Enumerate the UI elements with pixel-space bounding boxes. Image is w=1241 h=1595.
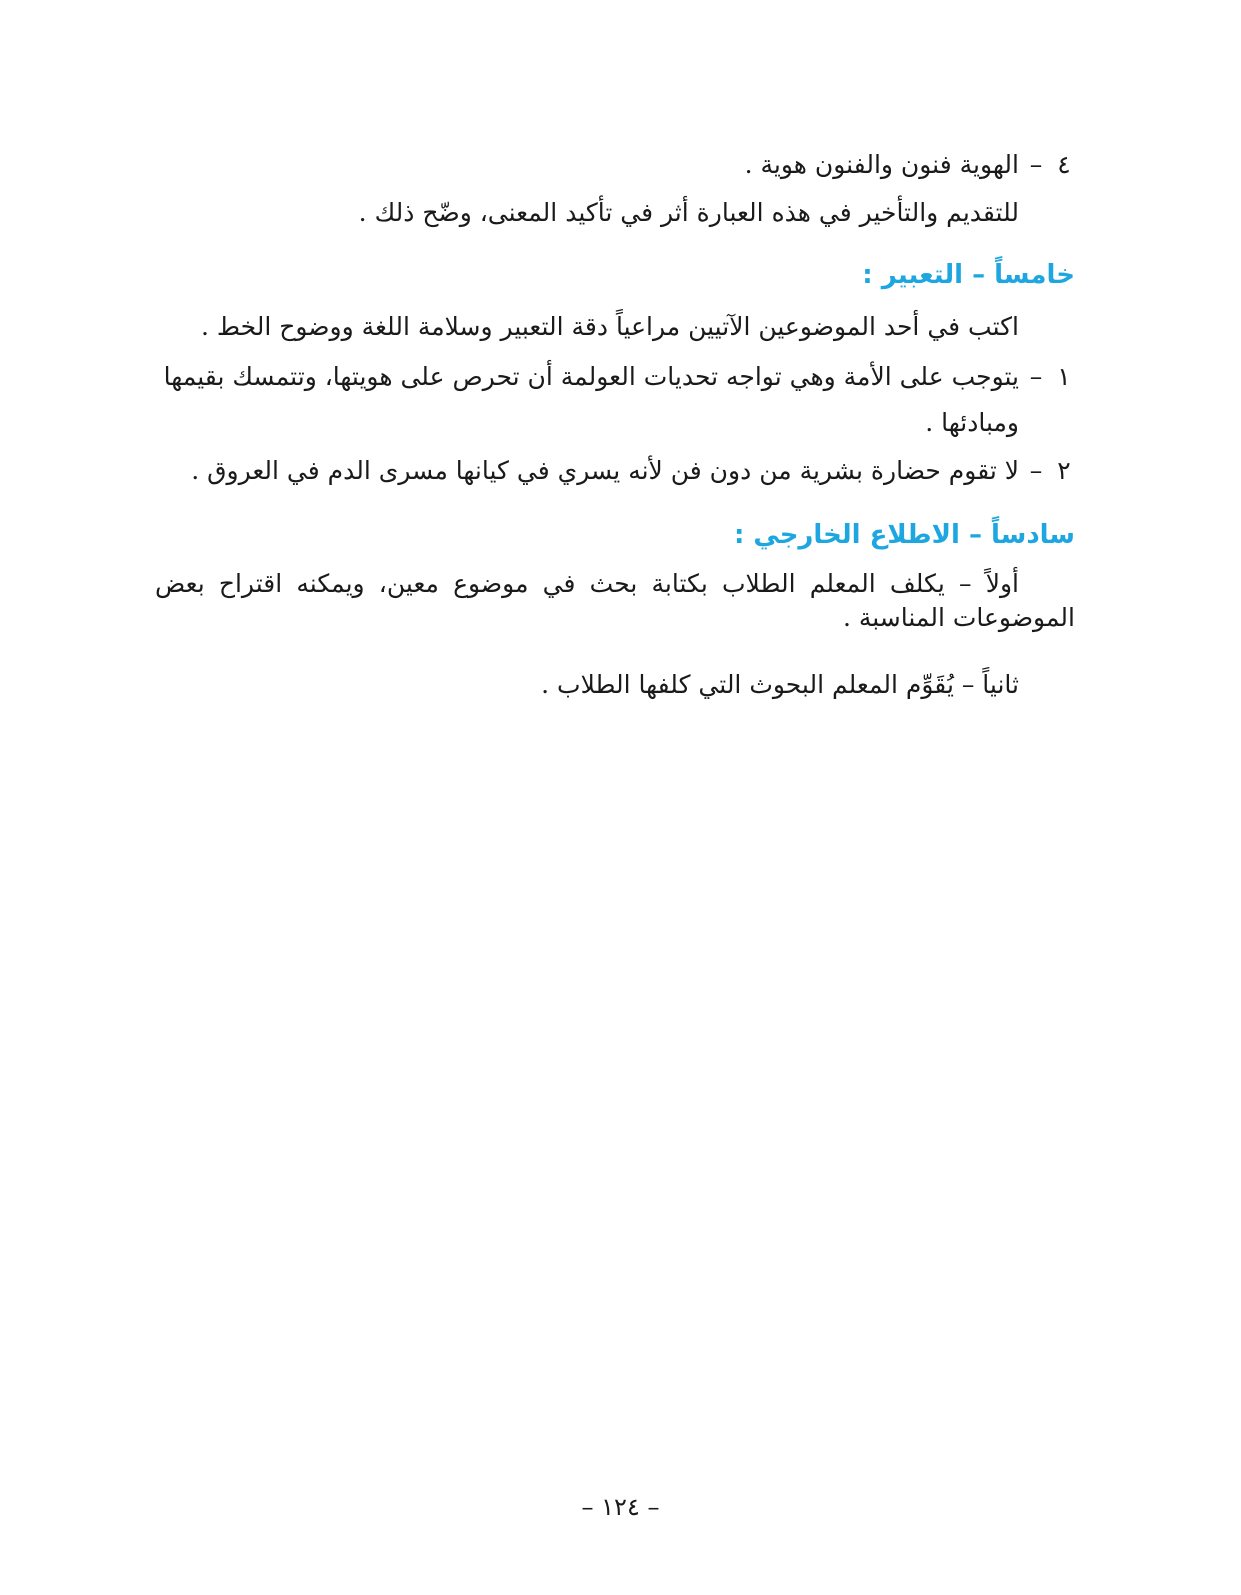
item-4 bbox=[745, 148, 1075, 182]
page-number: – ١٢٤ – bbox=[581, 1493, 660, 1521]
topic-2 bbox=[191, 454, 1075, 488]
topic-2-number: ٢ bbox=[1057, 456, 1071, 485]
topic-1-line-1: يتوجب على الأمة وهي تواجه تحديات العولمة أن تحرص على هويتها، وتتمسك بقيمها bbox=[163, 362, 1019, 391]
topic-2-line-1: لا تقوم حضارة بشرية من دون فن لأنه يسري في كيانها مسرى الدم في العروق . bbox=[191, 456, 1019, 485]
topic-1-dash: – bbox=[1029, 362, 1043, 391]
item-4-text: الهوية فنون والفنون هوية . bbox=[744, 150, 1019, 179]
topic-2-dash: – bbox=[1029, 456, 1043, 485]
section-6-second-paragraph: ثانياً – يُقَوِّم المعلم البحوث التي كلفها الطلاب . bbox=[541, 670, 1019, 699]
item-4-question: للتقديم والتأخير في هذه العبارة أثر في تأكيد المعنى، وضّح ذلك . bbox=[358, 198, 1019, 227]
section-5-instruction: اكتب في أحد الموضوعين الآتيين مراعياً دقة التعبير وسلامة اللغة ووضوح الخط . bbox=[200, 312, 1019, 341]
section-5-heading: خامساً – التعبير : bbox=[862, 260, 1075, 290]
section-6-heading: سادساً – الاطلاع الخارجي : bbox=[733, 520, 1075, 550]
item-4-number: ٤ bbox=[1057, 150, 1071, 179]
item-4-dash: – bbox=[1029, 150, 1043, 179]
topic-1 bbox=[164, 360, 1075, 394]
topic-1-number: ١ bbox=[1057, 362, 1071, 391]
topic-1-line-2: ومبادئها . bbox=[925, 408, 1019, 437]
section-6-first-paragraph: أولاً – يكلف المعلم الطلاب بكتابة بحث في موضوع معين، ويمكنه اقتراح بعض الموضوعات المناسبة . bbox=[155, 569, 1075, 632]
